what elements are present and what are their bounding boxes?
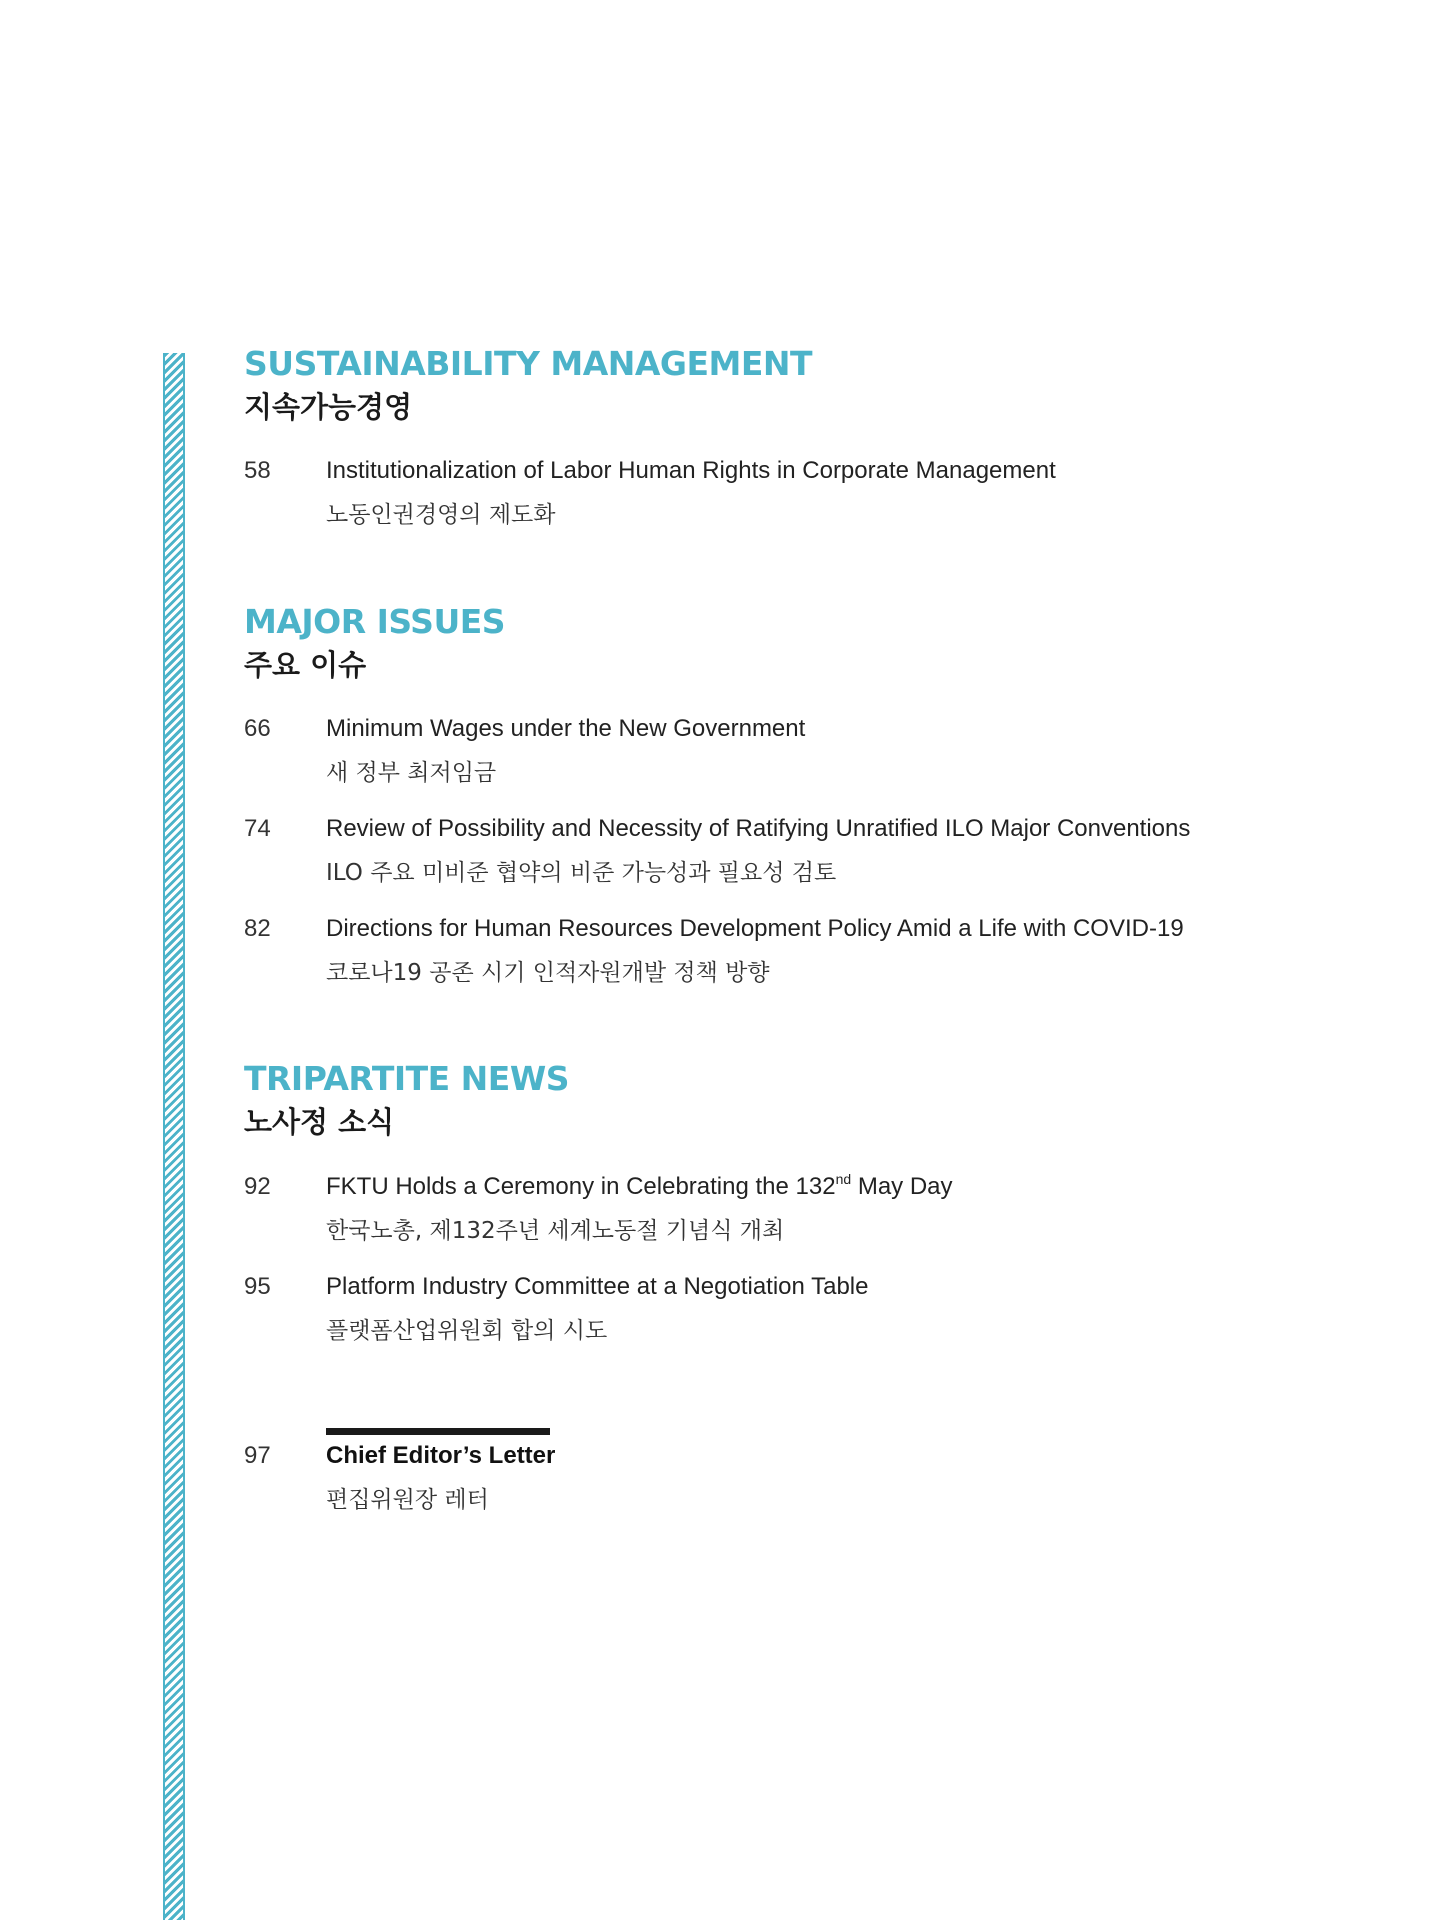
section-title-korean: 노사정 소식 bbox=[244, 1105, 395, 1139]
entry-title-korean: 편집위원장 레터 bbox=[326, 1487, 489, 1513]
entry-title-korean: ILO 주요 미비준 협약의 비준 가능성과 필요성 검토 bbox=[326, 860, 837, 886]
section-major-issues bbox=[244, 602, 1344, 686]
entry-title-korean: 한국노총, 제132주년 세계노동절 기념식 개최 bbox=[326, 1218, 785, 1244]
page-number: 92 bbox=[244, 1173, 271, 1200]
section-title-korean: 주요 이슈 bbox=[244, 648, 367, 682]
section-title: TRIPARTITE NEWS bbox=[244, 1059, 569, 1098]
entry-title-korean: 노동인권경영의 제도화 bbox=[326, 502, 556, 528]
section-title-korean: 지속가능경영 bbox=[244, 390, 413, 424]
section-title: MAJOR ISSUES bbox=[244, 602, 506, 641]
entry-title-suffix: May Day bbox=[851, 1173, 953, 1200]
decorative-stripe-bar bbox=[163, 353, 185, 1920]
section-tripartite-news bbox=[244, 1059, 1344, 1143]
editor-letter-rule bbox=[326, 1428, 550, 1435]
entry-title-prefix: FKTU Holds a Ceremony in Celebrating the 132 bbox=[326, 1173, 836, 1200]
page-number: 58 bbox=[244, 457, 271, 484]
page-number: 95 bbox=[244, 1273, 271, 1300]
page-number: 97 bbox=[244, 1442, 271, 1469]
entry-title: Directions for Human Resources Development Policy Amid a Life with COVID-19 bbox=[326, 915, 1184, 942]
entry-title-korean: 새 정부 최저임금 bbox=[326, 760, 497, 786]
page-number: 82 bbox=[244, 915, 271, 942]
section-title: SUSTAINABILITY MANAGEMENT bbox=[244, 344, 813, 383]
entry-title: Chief Editor’s Letter bbox=[326, 1442, 556, 1469]
ordinal-suffix: nd bbox=[835, 1171, 852, 1187]
entry-title: Platform Industry Committee at a Negotiation Table bbox=[326, 1273, 869, 1300]
page-number: 66 bbox=[244, 715, 271, 742]
entry-title: Review of Possibility and Necessity of Ratifying Unratified ILO Major Conventions bbox=[326, 815, 1191, 842]
page-number: 74 bbox=[244, 815, 271, 842]
entry-title-korean: 코로나19 공존 시기 인적자원개발 정책 방향 bbox=[326, 960, 770, 986]
entry-title: Minimum Wages under the New Government bbox=[326, 715, 806, 742]
entry-title-korean: 플랫폼산업위원회 합의 시도 bbox=[326, 1318, 608, 1344]
section-sustainability-management bbox=[244, 344, 1344, 428]
entry-title bbox=[326, 1170, 953, 1204]
entry-title: Institutionalization of Labor Human Rights in Corporate Management bbox=[326, 457, 1056, 484]
